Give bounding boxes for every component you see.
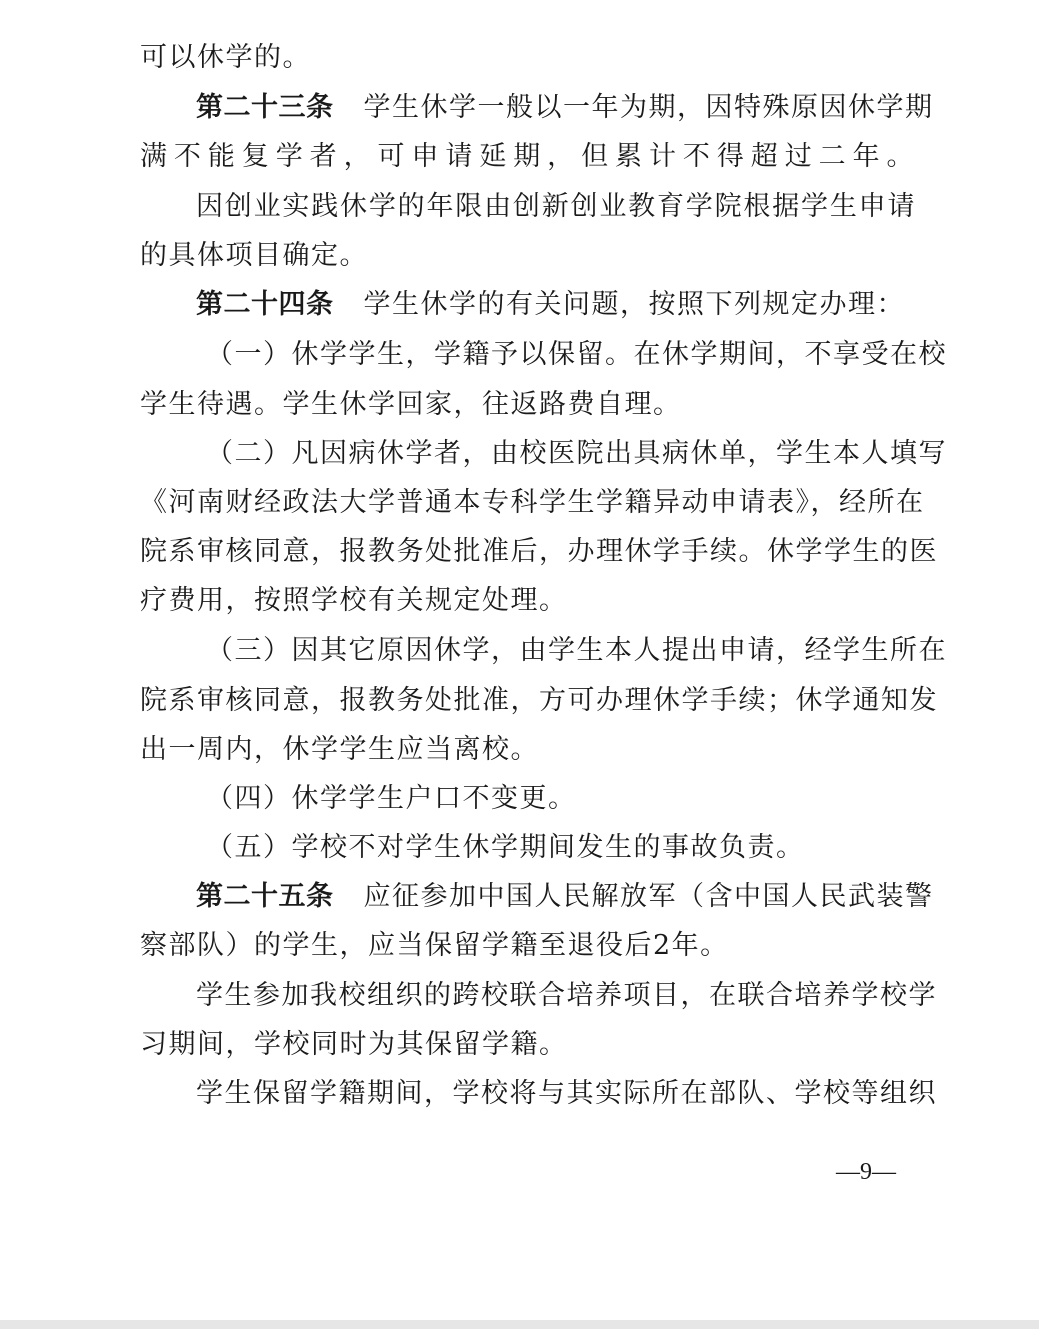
text-line: 学生保留学籍期间，学校将与其实际所在部队、学校等组织 — [196, 1078, 937, 1109]
article-25-line: 第二十五条 应征参加中国人民解放军（含中国人民武装警 — [196, 881, 934, 912]
text-line: 的具体项目确定。 — [140, 240, 368, 271]
page-bottom-edge — [0, 1320, 1039, 1329]
text-line: 满不能复学者，可申请延期，但累计不得超过二年。 — [140, 141, 915, 172]
article-23-line: 第二十三条 学生休学一般以一年为期，因特殊原因休学期 — [196, 92, 934, 123]
article-24-heading: 第二十四条 — [196, 289, 334, 320]
text-line: 可以休学的。 — [140, 42, 311, 73]
page-number: —9— — [836, 1159, 896, 1185]
text-line: 院系审核同意，报教务处批准，方可办理休学手续；休学通知发 — [140, 685, 938, 716]
text-line: 学生参加我校组织的跨校联合培养项目，在联合培养学校学 — [196, 980, 937, 1011]
text-line: 习期间，学校同时为其保留学籍。 — [140, 1029, 568, 1060]
text-line: （四）休学学生户口不变更。 — [206, 783, 577, 814]
text-line: 察部队）的学生，应当保留学籍至退役后2年。 — [140, 930, 729, 961]
article-24-line: 第二十四条 学生休学的有关问题，按照下列规定办理： — [196, 289, 905, 320]
text-line: 院系审核同意，报教务处批准后，办理休学手续。休学学生的医 — [140, 536, 938, 567]
text-line: （五）学校不对学生休学期间发生的事故负责。 — [206, 832, 805, 863]
text-line: 学生待遇。学生休学回家，往返路费自理。 — [140, 389, 682, 420]
article-23-heading: 第二十三条 — [196, 92, 334, 123]
text-line: （二）凡因病休学者，由校医院出具病休单，学生本人填写 — [206, 438, 947, 469]
text-line: 《河南财经政法大学普通本专科学生学籍异动申请表》，经所在 — [140, 487, 925, 518]
text-line: 出一周内，休学学生应当离校。 — [140, 734, 539, 765]
text-line: （一）休学学生，学籍予以保留。在休学期间，不享受在校 — [206, 339, 947, 370]
text-line: 疗费用，按照学校有关规定处理。 — [140, 585, 568, 616]
article-25-heading: 第二十五条 — [196, 881, 334, 912]
text-line: 因创业实践休学的年限由创新创业教育学院根据学生申请 — [196, 191, 916, 222]
text-line: （三）因其它原因休学，由学生本人提出申请，经学生所在 — [206, 635, 947, 666]
